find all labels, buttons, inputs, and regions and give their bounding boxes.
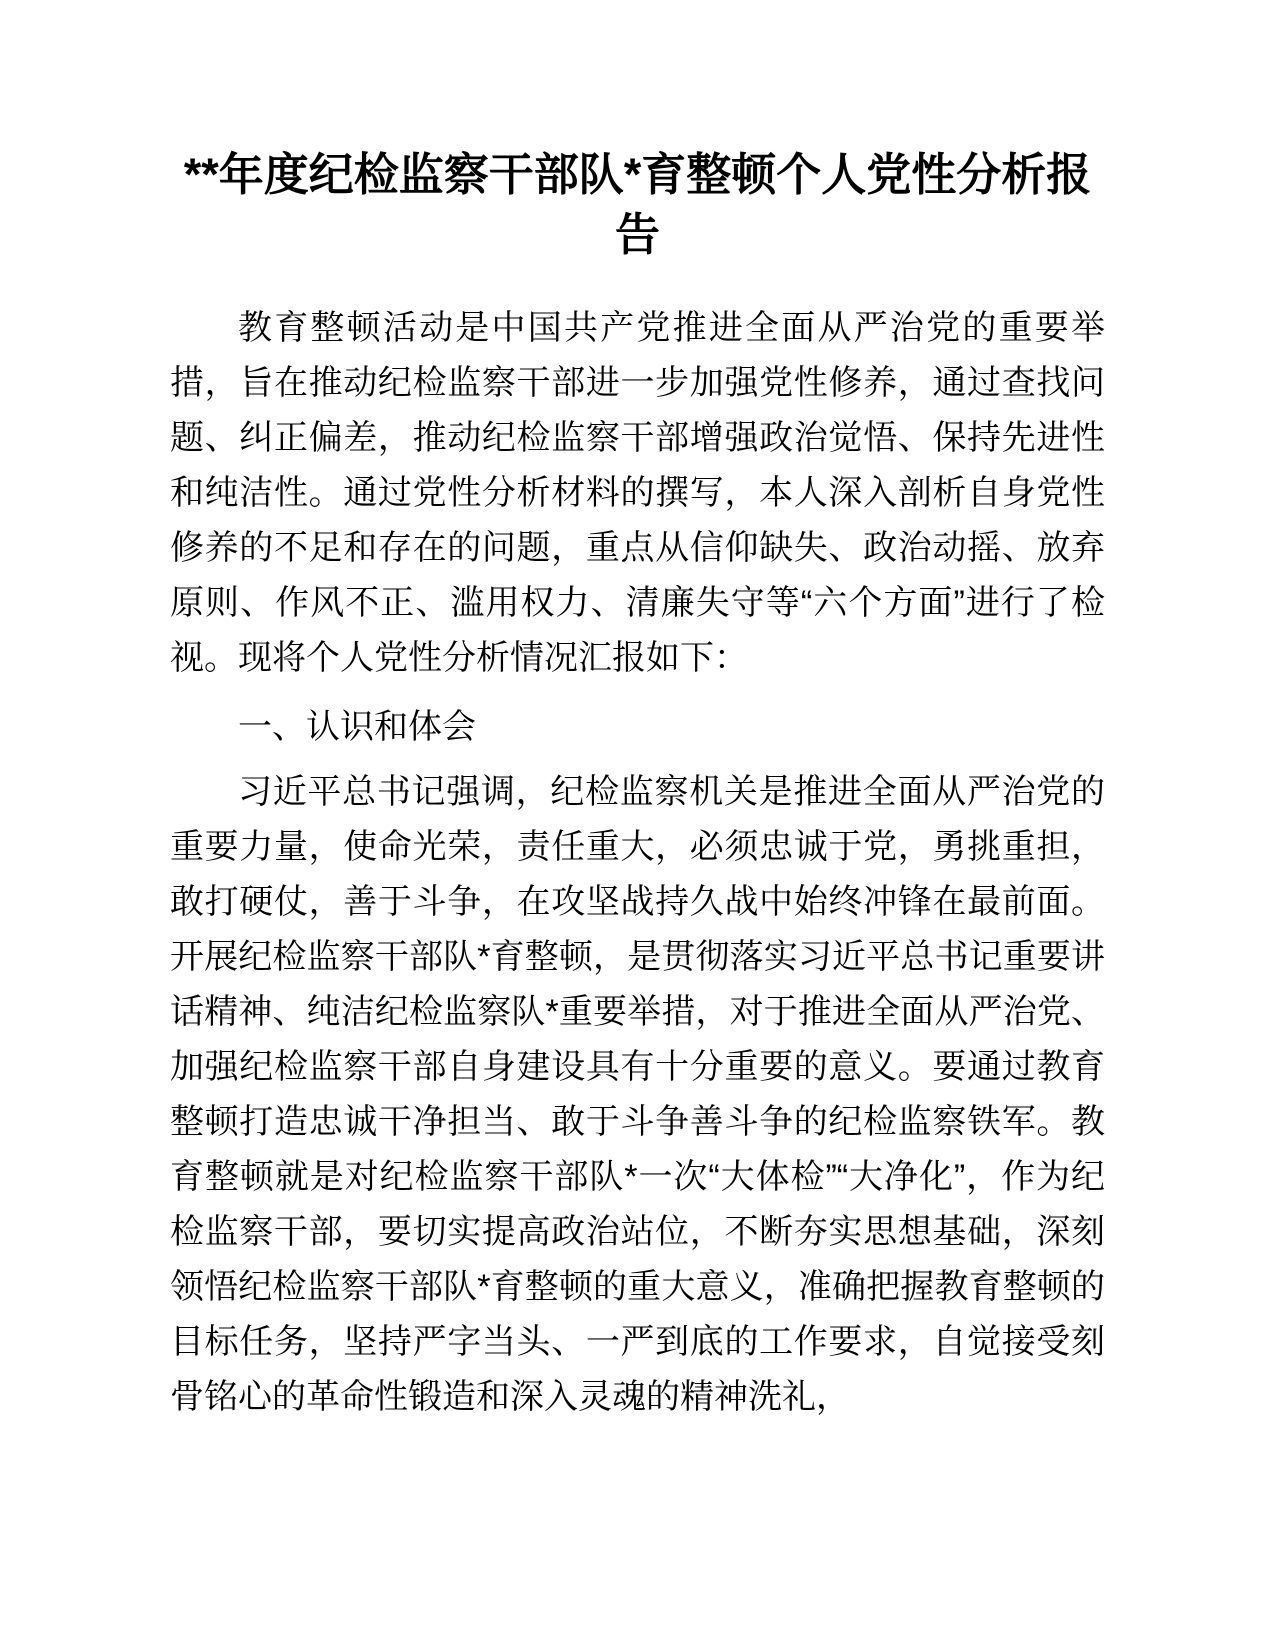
paragraph-intro: 教育整顿活动是中国共产党推进全面从严治党的重要举措，旨在推动纪检监察干部进一步加强党性修养，通过查找问题、纠正偏差，推动纪检监察干部增强政治觉悟、保持先进性和纯洁性。通过党性分析材料的撰写，本人深入剖析自身党性修养的不足和存在的问题，重点从信仰缺失、政治动摇、放弃原则、作风不正、滥用权力、清廉失守等“六个方面”进行了检视。现将个人党性分析情况汇报如下： (170, 309, 1105, 677)
document-title: **年度纪检监察干部队*育整顿个人党性分析报告 (183, 149, 1092, 260)
paragraph-understanding: 习近平总书记强调，纪检监察机关是推进全面从严治党的重要力量，使命光荣，责任重大，必须忠诚于党，勇挑重担，敢打硬仗，善于斗争，在攻坚战持久战中始终冲锋在最前面。开展纪检监察干部队*育整顿，是贯彻落实习近平总书记重要讲话精神、纯洁纪检监察队*重要举措，对于推进全面从严治党、加强纪检监察干部自身建设具有十分重要的意义。要通过教育整顿打造忠诚干净担当、敢于斗争善斗争的纪检监察铁军。教育整顿就是对纪检监察干部队*一次“大体检”“大净化”，作为纪检监察干部，要切实提高政治站位，不断夯实思想基础，深刻领悟纪检监察干部队*育整顿的重大意义，准确把握教育整顿的目标任务，坚持严字当头、一严到底的工作要求，自觉接受刻骨铭心的革命性锻造和深入灵魂的精神洗礼， (170, 773, 1105, 1416)
section-heading-1: 一、认识和体会 (238, 708, 476, 746)
